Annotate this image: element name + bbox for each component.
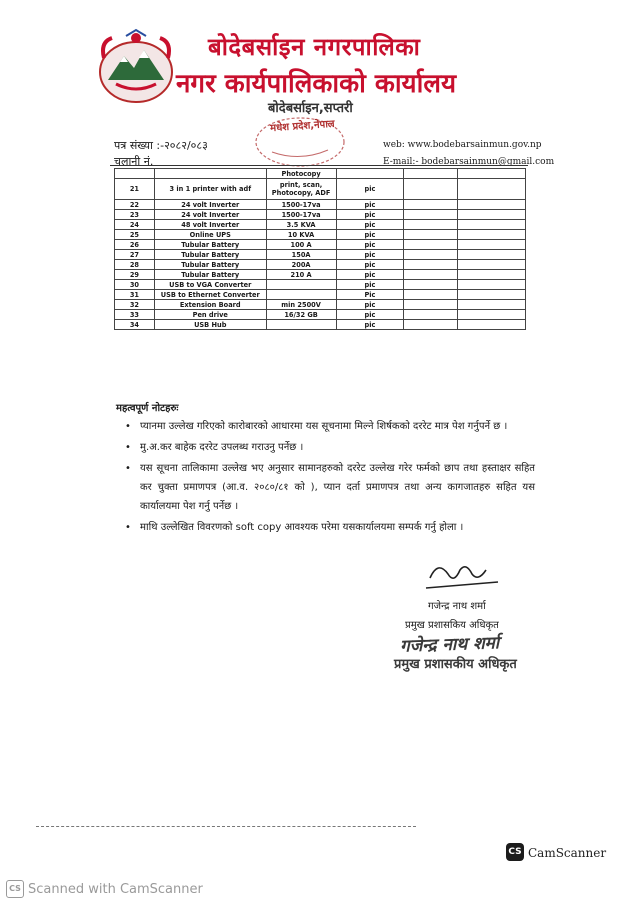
- cell-item: 24 volt Inverter: [154, 200, 266, 210]
- table-row: [115, 260, 526, 270]
- cell-rate: [458, 260, 526, 270]
- cell-qty: [404, 230, 458, 240]
- cell-qty: [404, 179, 458, 200]
- bullet-icon: •: [125, 522, 131, 533]
- cell-rate: [458, 280, 526, 290]
- dispatch-number: चलानी नं.: [114, 155, 154, 168]
- cell-spec: 10 KVA: [266, 230, 336, 240]
- cell-qty: [404, 210, 458, 220]
- cell-rate: [458, 169, 526, 179]
- bullet-icon: •: [125, 442, 131, 453]
- cell-spec: print, scan, Photocopy, ADF: [266, 179, 336, 200]
- cell-qty: [404, 320, 458, 330]
- note-item: [125, 518, 535, 537]
- cell-rate: [458, 320, 526, 330]
- table-row: [115, 240, 526, 250]
- cell-spec: 3.5 KVA: [266, 220, 336, 230]
- email: E-mail:- bodebarsainmun@gmail.com: [383, 157, 555, 167]
- cell-number: 30: [115, 280, 155, 290]
- table-row: [115, 179, 526, 200]
- stamp-signatory-post: प्रमुख प्रशासकीय अधिकृत: [394, 657, 517, 672]
- cell-unit: pic: [336, 250, 404, 260]
- cell-spec: 200A: [266, 260, 336, 270]
- cell-number: 25: [115, 230, 155, 240]
- cell-number: [115, 169, 155, 179]
- cell-number: 32: [115, 300, 155, 310]
- note-text: मु.अ.कर बाहेक दररेट उपलब्ध गराउनु पर्नेछ ।: [140, 442, 304, 453]
- cell-qty: [404, 240, 458, 250]
- stamp-signatory-name: गजेन्द्र नाथ शर्मा: [399, 633, 500, 657]
- cell-number: 28: [115, 260, 155, 270]
- cell-item: 3 in 1 printer with adf: [154, 179, 266, 200]
- cell-unit: [336, 169, 404, 179]
- header-divider: [110, 165, 528, 166]
- cell-item: USB to Ethernet Converter: [154, 290, 266, 300]
- items-table-body: [115, 169, 526, 330]
- bullet-icon: •: [125, 421, 131, 432]
- cell-rate: [458, 210, 526, 220]
- letter-number: पत्र संख्या :-२०८२/०८३: [114, 139, 208, 152]
- cell-rate: [458, 179, 526, 200]
- cell-qty: [404, 220, 458, 230]
- cell-unit: pic: [336, 210, 404, 220]
- cell-spec: 100 A: [266, 240, 336, 250]
- cell-qty: [404, 270, 458, 280]
- note-item: [125, 459, 535, 516]
- table-row: [115, 270, 526, 280]
- cell-number: 33: [115, 310, 155, 320]
- cell-item: Tubular Battery: [154, 250, 266, 260]
- cell-rate: [458, 200, 526, 210]
- cell-unit: pic: [336, 320, 404, 330]
- cell-qty: [404, 200, 458, 210]
- cell-number: 31: [115, 290, 155, 300]
- signature-scribble-icon: [420, 556, 500, 596]
- cell-spec: Photocopy: [266, 169, 336, 179]
- cell-item: Tubular Battery: [154, 260, 266, 270]
- table-row: [115, 300, 526, 310]
- note-text: प्यानमा उल्लेख गरिएको कारोबारको आधारमा यस सूचनामा मिल्ने शिर्षकको दररेट मात्र पेश गर्नुपर्ने छ ।: [140, 421, 508, 432]
- cell-spec: [266, 290, 336, 300]
- cell-unit: pic: [336, 270, 404, 280]
- table-row: [115, 220, 526, 230]
- cell-item: 48 volt Inverter: [154, 220, 266, 230]
- cell-item: Tubular Battery: [154, 240, 266, 250]
- scanned-watermark: Scanned with CamScanner: [28, 882, 203, 897]
- cell-rate: [458, 310, 526, 320]
- office-address: बोदेबर्साइन,सप्तरी: [268, 101, 353, 116]
- cell-unit: pic: [336, 200, 404, 210]
- cell-unit: pic: [336, 300, 404, 310]
- cell-item: Pen drive: [154, 310, 266, 320]
- cell-spec: 150A: [266, 250, 336, 260]
- cell-number: 22: [115, 200, 155, 210]
- cell-number: 34: [115, 320, 155, 330]
- cell-qty: [404, 310, 458, 320]
- bullet-icon: •: [125, 463, 131, 474]
- note-item: [125, 438, 535, 457]
- cell-item: 24 volt Inverter: [154, 210, 266, 220]
- stamp-text: मधेश प्रदेश,नेपाल: [269, 118, 336, 135]
- signatory-post: प्रमुख प्रशासकिय अधिकृत: [405, 620, 499, 631]
- cell-spec: 1500-17va: [266, 200, 336, 210]
- table-row: [115, 310, 526, 320]
- cell-number: 23: [115, 210, 155, 220]
- cell-item: USB to VGA Converter: [154, 280, 266, 290]
- note-text: माथि उल्लेखित विवरणको soft copy आवश्यक परेमा यसकार्यालयमा सम्पर्क गर्नु होला ।: [140, 522, 464, 533]
- cell-rate: [458, 270, 526, 280]
- cell-number: 26: [115, 240, 155, 250]
- cell-unit: pic: [336, 220, 404, 230]
- cell-qty: [404, 300, 458, 310]
- table-row: [115, 320, 526, 330]
- cell-item: [154, 169, 266, 179]
- cell-rate: [458, 240, 526, 250]
- cell-rate: [458, 300, 526, 310]
- table-row: [115, 290, 526, 300]
- cell-unit: pic: [336, 179, 404, 200]
- cs-watermark-icon: CS: [6, 880, 24, 898]
- cell-unit: pic: [336, 230, 404, 240]
- table-row: [115, 210, 526, 220]
- cell-number: 27: [115, 250, 155, 260]
- cell-number: 29: [115, 270, 155, 280]
- cell-item: Tubular Battery: [154, 270, 266, 280]
- items-table: [114, 168, 526, 330]
- cell-qty: [404, 169, 458, 179]
- camscanner-logo-icon: CS: [506, 843, 524, 861]
- cell-qty: [404, 280, 458, 290]
- table-row: [115, 200, 526, 210]
- cell-rate: [458, 220, 526, 230]
- cell-rate: [458, 290, 526, 300]
- cell-unit: pic: [336, 260, 404, 270]
- cell-item: Online UPS: [154, 230, 266, 240]
- cell-qty: [404, 250, 458, 260]
- note-text: यस सूचना तालिकामा उल्लेख भए अनुसार सामानहरुको दररेट उल्लेख गरेर फर्मको छाप तथा हस्ताक्षर सहित कर चुक्ता प्रमाणपत्र (आ.व. २०८०/८१ को ), प्यान दर्ता प्रमाणपत्र तथा अन्य कागजातहरु सहित यस कार्यालयमा पेश गर्नु पर्नेछ ।: [140, 463, 535, 512]
- cell-unit: Pic: [336, 290, 404, 300]
- table-row: [115, 250, 526, 260]
- cell-qty: [404, 290, 458, 300]
- cell-unit: pic: [336, 240, 404, 250]
- table-row: [115, 230, 526, 240]
- table-row: [115, 280, 526, 290]
- signatory-name: गजेन्द्र नाथ शर्मा: [428, 601, 486, 612]
- website: web: www.bodebarsainmun.gov.np: [383, 140, 542, 150]
- cell-item: USB Hub: [154, 320, 266, 330]
- cell-item: Extension Board: [154, 300, 266, 310]
- footer-dash-line: [36, 826, 416, 827]
- table-row: [115, 169, 526, 179]
- nepal-emblem-icon: [94, 28, 178, 106]
- cell-rate: [458, 250, 526, 260]
- cell-qty: [404, 260, 458, 270]
- note-item: [125, 417, 535, 436]
- cell-unit: pic: [336, 280, 404, 290]
- cell-spec: min 2500V: [266, 300, 336, 310]
- cell-spec: 210 A: [266, 270, 336, 280]
- cell-rate: [458, 230, 526, 240]
- municipality-name: बोदेबर्साइन नगरपालिका: [208, 33, 421, 61]
- cell-number: 24: [115, 220, 155, 230]
- cell-spec: 16/32 GB: [266, 310, 336, 320]
- cell-unit: pic: [336, 310, 404, 320]
- office-name: नगर कार्यपालिकाको कार्यालय: [176, 69, 457, 99]
- notes-title: महत्वपूर्ण नोटहरुः: [116, 403, 179, 414]
- cell-spec: [266, 320, 336, 330]
- notes-list: [125, 417, 535, 539]
- cell-number: 21: [115, 179, 155, 200]
- cell-spec: [266, 280, 336, 290]
- camscanner-label: CamScanner: [528, 846, 607, 860]
- cell-spec: 1500-17va: [266, 210, 336, 220]
